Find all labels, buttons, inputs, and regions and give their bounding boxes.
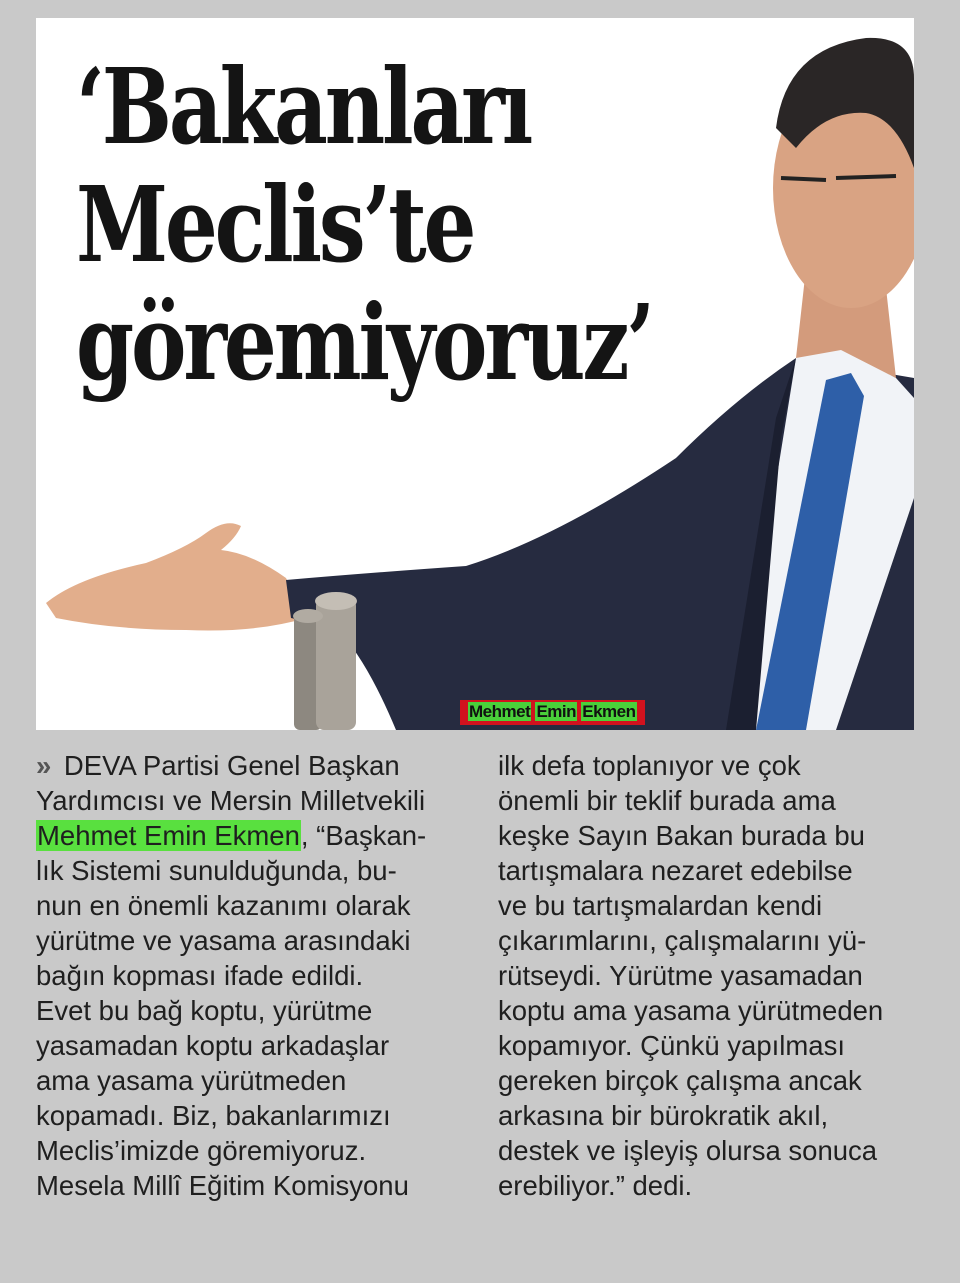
- body-line: kopamıyor. Çünkü yapılması: [498, 1030, 845, 1061]
- photo-caption: [460, 700, 645, 725]
- article-column-1: [36, 748, 454, 1203]
- body-line: Yardımcısı ve Mersin Milletvekili: [36, 785, 426, 816]
- body-line: Meclis’imizde göremiyoruz.: [36, 1135, 367, 1166]
- caption-word-3: Ekmen: [582, 702, 636, 721]
- headline-line-3: göremiyoruz’: [76, 281, 653, 404]
- highlighted-name: Mehmet Emin Ekmen: [37, 820, 300, 851]
- body-line: ama yasama yürütmeden: [36, 1065, 347, 1096]
- body-line: gereken birçok çalışma ancak: [498, 1065, 862, 1096]
- body-line: tartışmalara nezaret edebilse: [498, 855, 853, 886]
- body-line: çıkarımlarını, çalışmalarını yü-: [498, 925, 867, 956]
- headline: [76, 45, 732, 404]
- article-column-2: [498, 748, 916, 1203]
- body-line: yürütme ve yasama arasındaki: [36, 925, 411, 956]
- news-clipping: [36, 18, 914, 730]
- body-line: Mehmet Emin Ekmen, “Başkan-: [37, 820, 427, 851]
- body-line: erebiliyor.” dedi.: [498, 1170, 693, 1201]
- body-line: yasamadan koptu arkadaşlar: [36, 1030, 390, 1061]
- body-line: Evet bu bağ koptu, yürütme: [36, 995, 373, 1026]
- body-line: keşke Sayın Bakan burada bu: [498, 820, 865, 851]
- body-line: bağın kopması ifade edildi.: [36, 960, 364, 991]
- body-line: arkasına bir bürokratik akıl,: [498, 1100, 829, 1131]
- headline-line-1: ‘Bakanları: [76, 45, 531, 168]
- body-line: kopamadı. Biz, bakanlarımızı: [36, 1100, 391, 1131]
- caption-word-2: Emin: [536, 702, 577, 721]
- body-line: önemli bir teklif burada ama: [498, 785, 836, 816]
- body-line: nun en önemli kazanımı olarak: [36, 890, 411, 921]
- article-body: [36, 748, 916, 1203]
- body-line: » DEVA Partisi Genel Başkan: [36, 750, 400, 781]
- body-line: lık Sistemi sunulduğunda, bu-: [36, 855, 397, 886]
- body-line: destek ve işleyiş olursa sonuca: [498, 1135, 878, 1166]
- body-line: ve bu tartışmalardan kendi: [498, 890, 823, 921]
- body-line: koptu ama yasama yürütmeden: [498, 995, 884, 1026]
- body-line: rütseydi. Yürütme yasamadan: [498, 960, 863, 991]
- caption-word-1: Mehmet: [469, 702, 531, 721]
- body-line: Mesela Millî Eğitim Komisyonu: [36, 1170, 409, 1201]
- headline-line-2: Meclis’te: [76, 163, 474, 286]
- body-line: ilk defa toplanıyor ve çok: [498, 750, 801, 781]
- bullet-chevron-icon: »: [36, 750, 49, 781]
